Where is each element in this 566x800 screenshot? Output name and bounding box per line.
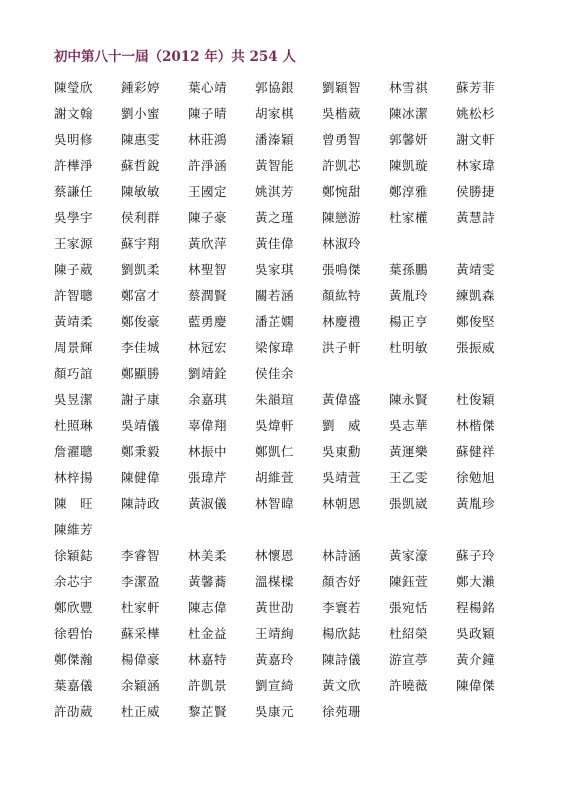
student-name: 黃靖柔 bbox=[54, 314, 94, 329]
student-name: 林淑玲 bbox=[322, 236, 362, 251]
student-name: 陳戀游 bbox=[322, 210, 362, 225]
student-name: 王家源 bbox=[54, 236, 94, 251]
student-name: 杜照琳 bbox=[54, 418, 94, 433]
student-name: 陳子豪 bbox=[188, 210, 228, 225]
student-name: 許劭葳 bbox=[54, 704, 94, 719]
student-name: 陳凱璇 bbox=[389, 158, 429, 173]
student-name: 黃智能 bbox=[255, 158, 295, 173]
student-name: 李寰若 bbox=[322, 600, 362, 615]
student-name: 劉靖銓 bbox=[188, 366, 228, 381]
student-name: 吳康元 bbox=[255, 704, 295, 719]
student-name: 林懷恩 bbox=[255, 548, 295, 563]
student-name: 陳維芳 bbox=[54, 522, 94, 537]
student-name: 鄭俊豪 bbox=[121, 314, 161, 329]
student-name: 楊正亨 bbox=[389, 314, 429, 329]
student-name: 葉嘉儀 bbox=[54, 678, 94, 693]
student-name: 許智聰 bbox=[54, 288, 94, 303]
student-name: 林家瑋 bbox=[456, 158, 496, 173]
student-name: 張凱崴 bbox=[389, 496, 429, 511]
student-name: 黎芷賢 bbox=[188, 704, 228, 719]
student-name: 胡家棋 bbox=[255, 106, 295, 121]
student-name: 徐穎鋕 bbox=[54, 548, 94, 563]
student-name: 黃胤玲 bbox=[389, 288, 429, 303]
student-name: 余穎涵 bbox=[121, 678, 161, 693]
student-name: 黃馨蕎 bbox=[188, 574, 228, 589]
student-name: 王國定 bbox=[188, 184, 228, 199]
student-name: 楊偉豪 bbox=[121, 652, 161, 667]
student-name: 王靖絢 bbox=[255, 626, 295, 641]
student-name: 劉 威 bbox=[322, 418, 362, 433]
student-name: 許凱景 bbox=[188, 678, 228, 693]
student-name: 吳靖萱 bbox=[322, 470, 362, 485]
name-block bbox=[54, 257, 544, 387]
student-name: 黃嘉玲 bbox=[255, 652, 295, 667]
student-name: 鄭傑瀚 bbox=[54, 652, 94, 667]
student-name: 謝文翰 bbox=[54, 106, 94, 121]
student-name: 曾勇智 bbox=[322, 132, 362, 147]
student-name: 杜金益 bbox=[188, 626, 228, 641]
student-name: 陳詩政 bbox=[121, 496, 161, 511]
student-name: 溫楳樑 bbox=[255, 574, 295, 589]
student-name: 周景輝 bbox=[54, 340, 94, 355]
student-name: 辜偉翔 bbox=[188, 418, 228, 433]
student-name: 吳昱潔 bbox=[54, 392, 94, 407]
student-name: 顏杏妤 bbox=[322, 574, 362, 589]
student-name: 李潔盈 bbox=[121, 574, 161, 589]
student-name: 蘇采樺 bbox=[121, 626, 161, 641]
student-name: 蘇子玲 bbox=[456, 548, 496, 563]
student-name: 吳政穎 bbox=[456, 626, 496, 641]
student-name-roster bbox=[54, 75, 544, 725]
student-name: 黃淑儀 bbox=[188, 496, 228, 511]
student-name: 林嘉特 bbox=[188, 652, 228, 667]
student-name: 鄭惋甜 bbox=[322, 184, 362, 199]
student-name: 潘芷嫻 bbox=[255, 314, 295, 329]
student-name: 杜家權 bbox=[389, 210, 429, 225]
student-name: 朱韻瑄 bbox=[255, 392, 295, 407]
student-name: 黃文欣 bbox=[322, 678, 362, 693]
student-name: 陳永賢 bbox=[389, 392, 429, 407]
student-name: 蘇宇翔 bbox=[121, 236, 161, 251]
student-name: 蘇哲銳 bbox=[121, 158, 161, 173]
student-name: 吳明修 bbox=[54, 132, 94, 147]
student-name: 林雪祺 bbox=[389, 80, 429, 95]
student-name: 劉凱柔 bbox=[121, 262, 161, 277]
student-name: 鄭凱仁 bbox=[255, 444, 295, 459]
student-name: 許曉薇 bbox=[389, 678, 429, 693]
student-name: 吳靖儀 bbox=[121, 418, 161, 433]
student-name: 練凱森 bbox=[456, 288, 496, 303]
student-name: 鄭俊堅 bbox=[456, 314, 496, 329]
student-name: 陳惠雯 bbox=[121, 132, 161, 147]
student-name: 蔡潤賢 bbox=[188, 288, 228, 303]
student-name: 侯勝捷 bbox=[456, 184, 496, 199]
student-name: 李睿智 bbox=[121, 548, 161, 563]
student-name: 鄭大瀨 bbox=[456, 574, 496, 589]
student-name: 張鳴傑 bbox=[322, 262, 362, 277]
student-name: 郭協銀 bbox=[255, 80, 295, 95]
student-name: 杜俊穎 bbox=[456, 392, 496, 407]
student-name: 黃胤珍 bbox=[456, 496, 496, 511]
name-block bbox=[54, 75, 544, 257]
student-name: 劉宣綺 bbox=[255, 678, 295, 693]
student-name: 潘溱穎 bbox=[255, 132, 295, 147]
student-name: 劉小蜜 bbox=[121, 106, 161, 121]
student-name: 黃佳偉 bbox=[255, 236, 295, 251]
student-name: 杜家軒 bbox=[121, 600, 161, 615]
student-name: 余芯宇 bbox=[54, 574, 94, 589]
student-name: 陳鈺萱 bbox=[389, 574, 429, 589]
student-name: 王乙雯 bbox=[389, 470, 429, 485]
student-name: 顏巧誼 bbox=[54, 366, 94, 381]
student-name: 林慶禮 bbox=[322, 314, 362, 329]
student-name: 侯佳余 bbox=[255, 366, 295, 381]
student-name: 鄭淳雅 bbox=[389, 184, 429, 199]
student-name: 陳子晴 bbox=[188, 106, 228, 121]
student-name: 吳家琪 bbox=[255, 262, 295, 277]
student-name: 吳楷葳 bbox=[322, 106, 362, 121]
student-name: 陳冰潔 bbox=[389, 106, 429, 121]
student-name: 葉心靖 bbox=[188, 80, 228, 95]
student-name: 梁傢瑋 bbox=[255, 340, 295, 355]
student-name: 徐碧怡 bbox=[54, 626, 94, 641]
student-name: 陳健偉 bbox=[121, 470, 161, 485]
student-name: 吳東勳 bbox=[322, 444, 362, 459]
student-name: 鄭欣豐 bbox=[54, 600, 94, 615]
student-name: 林聖智 bbox=[188, 262, 228, 277]
student-name: 郭馨妍 bbox=[389, 132, 429, 147]
student-name: 黃家濠 bbox=[389, 548, 429, 563]
student-name: 吳煒軒 bbox=[255, 418, 295, 433]
student-name: 陳瑩欣 bbox=[54, 80, 94, 95]
student-name: 藍勇慶 bbox=[188, 314, 228, 329]
student-name: 林詩涵 bbox=[322, 548, 362, 563]
student-name: 楊欣鋕 bbox=[322, 626, 362, 641]
student-name: 林莊鴻 bbox=[188, 132, 228, 147]
student-name: 林梓揚 bbox=[54, 470, 94, 485]
student-name: 林楷傑 bbox=[456, 418, 496, 433]
student-name: 程楊銘 bbox=[456, 600, 496, 615]
student-name: 張振威 bbox=[456, 340, 496, 355]
student-name: 陳子葳 bbox=[54, 262, 94, 277]
student-name: 張宛恬 bbox=[389, 600, 429, 615]
student-name: 許淨涵 bbox=[188, 158, 228, 173]
student-name: 陳偉傑 bbox=[456, 678, 496, 693]
student-name: 陳 旺 bbox=[54, 496, 94, 511]
class-heading: 初中第八十一屆（2012 年）共 254 人 bbox=[54, 49, 296, 65]
student-name: 蘇芳菲 bbox=[456, 80, 496, 95]
student-name: 李佳城 bbox=[121, 340, 161, 355]
student-name: 林朝恩 bbox=[322, 496, 362, 511]
student-name: 杜紹榮 bbox=[389, 626, 429, 641]
student-name: 余嘉琪 bbox=[188, 392, 228, 407]
student-name: 杜正威 bbox=[121, 704, 161, 719]
student-name: 林冠宏 bbox=[188, 340, 228, 355]
student-name: 黃運樂 bbox=[389, 444, 429, 459]
student-name: 徐勉旭 bbox=[456, 470, 496, 485]
student-name: 游宣葶 bbox=[389, 652, 429, 667]
student-name: 詹濯聰 bbox=[54, 444, 94, 459]
student-name: 侯利群 bbox=[121, 210, 161, 225]
student-name: 黃世劭 bbox=[255, 600, 295, 615]
student-name: 顏紘特 bbox=[322, 288, 362, 303]
student-name: 黃之瑾 bbox=[255, 210, 295, 225]
student-name: 陳敏敏 bbox=[121, 184, 161, 199]
student-name: 張瑋芹 bbox=[188, 470, 228, 485]
student-name: 劉穎智 bbox=[322, 80, 362, 95]
student-name: 林智暐 bbox=[255, 496, 295, 511]
student-name: 黃靖雯 bbox=[456, 262, 496, 277]
student-name: 陳志偉 bbox=[188, 600, 228, 615]
student-name: 鍾彩婷 bbox=[121, 80, 161, 95]
student-name: 謝子康 bbox=[121, 392, 161, 407]
student-name: 鄭顯勝 bbox=[121, 366, 161, 381]
student-name: 許樺淨 bbox=[54, 158, 94, 173]
student-name: 黃偉盛 bbox=[322, 392, 362, 407]
student-name: 黃欣萍 bbox=[188, 236, 228, 251]
student-name: 姚淇芳 bbox=[255, 184, 295, 199]
student-name: 林振中 bbox=[188, 444, 228, 459]
student-name: 吳學宇 bbox=[54, 210, 94, 225]
student-name: 關若涵 bbox=[255, 288, 295, 303]
student-name: 黃慧詩 bbox=[456, 210, 496, 225]
student-name: 洪子軒 bbox=[322, 340, 362, 355]
student-name: 黃介鐘 bbox=[456, 652, 496, 667]
name-block bbox=[54, 387, 544, 543]
student-name: 蔡謙任 bbox=[54, 184, 94, 199]
student-name: 許凱芯 bbox=[322, 158, 362, 173]
student-name: 蘇健祥 bbox=[456, 444, 496, 459]
student-name: 陳詩儀 bbox=[322, 652, 362, 667]
student-name: 謝文軒 bbox=[456, 132, 496, 147]
student-name: 胡維萱 bbox=[255, 470, 295, 485]
student-name: 鄭秉毅 bbox=[121, 444, 161, 459]
student-name: 徐苑珊 bbox=[322, 704, 362, 719]
student-name: 姚松杉 bbox=[456, 106, 496, 121]
student-name: 杜明敏 bbox=[389, 340, 429, 355]
student-name: 葉孫鵬 bbox=[389, 262, 429, 277]
student-name: 林美柔 bbox=[188, 548, 228, 563]
name-block bbox=[54, 543, 544, 725]
student-name: 吳志華 bbox=[389, 418, 429, 433]
student-name: 鄭富才 bbox=[121, 288, 161, 303]
